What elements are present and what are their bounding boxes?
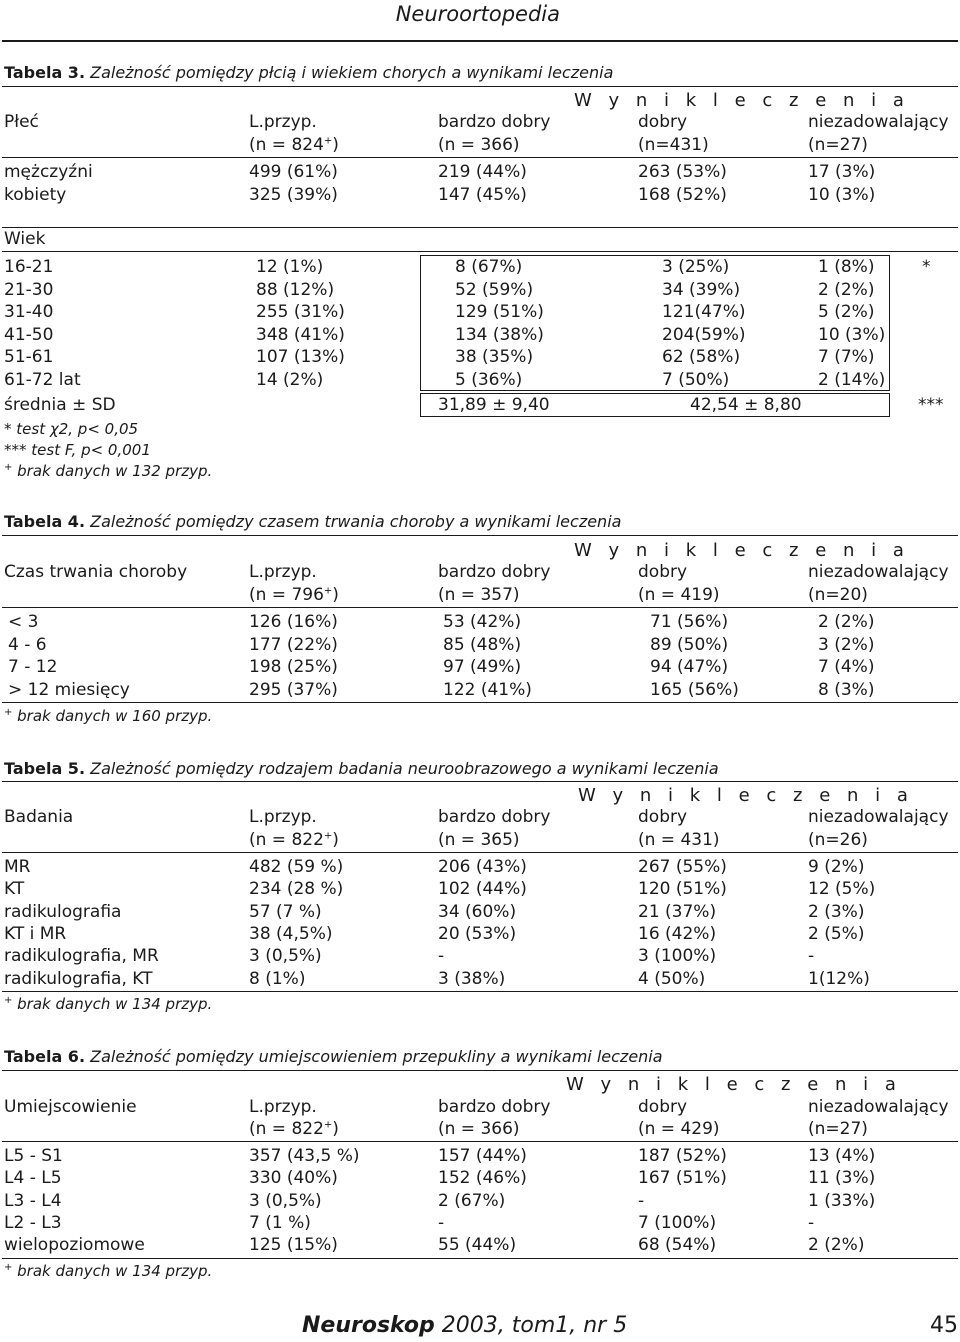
table5-cell: KT — [4, 879, 25, 900]
table3-age-cell: 121(47%) — [662, 302, 746, 322]
table3-sex-cell: 263 (53%) — [638, 162, 727, 182]
table6-cell: 157 (44%) — [438, 1146, 527, 1166]
table4-cell: 71 (56%) — [650, 612, 729, 632]
table5-cell: 102 (44%) — [438, 879, 527, 900]
table4-cell: 2 (2%) — [818, 612, 875, 632]
table3-age-cell: 51-61 — [4, 347, 54, 367]
table6-cell: 2 (2%) — [808, 1235, 865, 1256]
table6-cell: 7 (100%) — [638, 1212, 717, 1233]
table5-cell: radikulografia, KT — [4, 968, 153, 989]
table3-age-cell: 3 (25%) — [662, 257, 730, 277]
table4-title: Zależność pomiędzy czasem trwania choroby a wynikami leczenia — [85, 512, 622, 531]
table3-age-cell: 255 (31%) — [256, 302, 345, 322]
table5-cell: 8 (1%) — [249, 968, 306, 989]
table3-age-significance-mark: * — [922, 257, 931, 277]
table5-cell: radikulografia — [4, 901, 122, 922]
page-number: 45 — [930, 1313, 958, 1338]
table3-header-rule — [2, 157, 958, 158]
table5-cell: 20 (53%) — [438, 923, 517, 944]
table4-cell: 94 (47%) — [650, 657, 729, 677]
table3-mid-rule — [2, 227, 958, 228]
table6-title: Zależność pomiędzy umiejscowieniem przepukliny a wynikami leczenia — [85, 1047, 663, 1066]
footer-issue: 2003, tom1, nr 5 — [434, 1313, 628, 1338]
table6-cell: - — [638, 1190, 645, 1211]
table3-age-cell: 38 (35%) — [455, 347, 534, 367]
table3-age-cell: 12 (1%) — [256, 257, 324, 277]
table5-sub-unsatisfactory: (n=26) — [808, 830, 868, 850]
table3-note-f: *** test F, p< 0,001 — [4, 441, 151, 459]
table4-sub-very-good: (n = 357) — [438, 585, 520, 605]
table6-top-rule — [2, 1070, 958, 1071]
table6-cell: 167 (51%) — [638, 1168, 727, 1189]
table5-header-unsatisfactory: niezadowalający — [808, 807, 949, 827]
table3-age-cell: 1 (8%) — [818, 257, 875, 277]
table5-header-exam: Badania — [4, 807, 74, 827]
table6-cell: wielopoziomowe — [4, 1235, 145, 1256]
table3-sub-count: (n = 824+) — [249, 135, 339, 155]
table5-cell: 3 (100%) — [638, 946, 717, 967]
table5-header-rule — [2, 852, 958, 853]
table6-cell: 1 (33%) — [808, 1190, 876, 1211]
table3-sex-cell: 325 (39%) — [249, 184, 338, 205]
table5-wynik-label: W y n i k l e c z e n i a — [578, 785, 914, 806]
table5-cell: 38 (4,5%) — [249, 923, 333, 944]
table5-cell: 234 (28 %) — [249, 879, 344, 900]
table3-age-cell: 10 (3%) — [818, 324, 886, 345]
table4-cell: 7 (4%) — [818, 657, 875, 677]
table4-cell: > 12 miesięcy — [8, 679, 130, 700]
table3-header-unsatisfactory: niezadowalający — [808, 112, 949, 132]
table6-cell: - — [438, 1212, 445, 1233]
table6-cell: L2 - L3 — [4, 1212, 62, 1233]
table3-age-cell: 8 (67%) — [455, 257, 523, 277]
table3-age-cell: 52 (59%) — [455, 279, 534, 300]
table3-age-cell: 5 (2%) — [818, 302, 875, 322]
table3-age-cell: 34 (39%) — [662, 279, 741, 300]
table3-title: Zależność pomiędzy płcią i wiekiem chorych a wynikami leczenia — [85, 63, 614, 82]
table4-note-missing: + brak danych w 160 przyp. — [4, 707, 213, 725]
table6-cell: 357 (43,5 %) — [249, 1146, 360, 1166]
table4-cell: < 3 — [8, 612, 39, 632]
table5-header-very-good: bardzo dobry — [438, 807, 551, 827]
table6-cell: 330 (40%) — [249, 1168, 338, 1189]
header-rule — [2, 40, 958, 42]
table5-cell: 34 (60%) — [438, 901, 517, 922]
table3-age-cell: 41-50 — [4, 324, 54, 345]
table5-cell: 4 (50%) — [638, 968, 706, 989]
table3-age-rule — [2, 251, 958, 252]
table4-header-count: L.przyp. — [249, 562, 317, 582]
table3-sub-unsatisfactory: (n=27) — [808, 135, 868, 155]
table5-cell: 57 (7 %) — [249, 901, 322, 922]
table5-header-good: dobry — [638, 807, 688, 827]
table3-sex-cell: 499 (61%) — [249, 162, 338, 182]
table5-label: Tabela 5. — [4, 759, 86, 778]
table5-caption — [4, 759, 719, 779]
table4-cell: 198 (25%) — [249, 657, 338, 677]
table3-label: Tabela 3. — [4, 63, 86, 82]
table4-cell: 3 (2%) — [818, 634, 875, 655]
table5-cell: - — [438, 946, 445, 967]
table3-age-cell: 204(59%) — [662, 324, 746, 345]
table5-title: Zależność pomiędzy rodzajem badania neuroobrazowego a wynikami leczenia — [85, 759, 719, 778]
table6-wynik-label: W y n i k l e c z e n i a — [566, 1074, 902, 1095]
table3-sub-very-good: (n = 366) — [438, 135, 520, 155]
table4-cell: 295 (37%) — [249, 679, 338, 700]
table6-cell: L5 - S1 — [4, 1146, 63, 1166]
table5-sub-very-good: (n = 365) — [438, 830, 520, 850]
table6-header-location: Umiejscowienie — [4, 1097, 137, 1117]
table6-cell: 7 (1 %) — [249, 1212, 311, 1233]
table5-cell: 21 (37%) — [638, 901, 717, 922]
table4-cell: 85 (48%) — [443, 634, 522, 655]
table5-cell: 16 (42%) — [638, 923, 717, 944]
table5-cell: 482 (59 %) — [249, 857, 344, 877]
table3-sex-cell: mężczyźni — [4, 162, 93, 182]
table5-cell: 206 (43%) — [438, 857, 527, 877]
table5-top-rule — [2, 781, 958, 782]
table6-cell: 11 (3%) — [808, 1168, 876, 1189]
table4-cell: 126 (16%) — [249, 612, 338, 632]
table5-cell: 1(12%) — [808, 968, 870, 989]
table4-header-duration: Czas trwania choroby — [4, 562, 188, 582]
table6-sub-count: (n = 822+) — [249, 1119, 339, 1139]
table3-mean-significance-mark: *** — [918, 395, 944, 415]
table5-bottom-rule — [2, 991, 958, 992]
table5-header-count: L.przyp. — [249, 807, 317, 827]
table4-top-rule — [2, 535, 958, 536]
table3-top-rule — [2, 86, 958, 87]
table4-sub-count: (n = 796+) — [249, 585, 339, 605]
table3-sex-cell: 10 (3%) — [808, 184, 876, 205]
table3-age-cell: 62 (58%) — [662, 347, 741, 367]
table3-header-count: L.przyp. — [249, 112, 317, 132]
table5-cell: KT i MR — [4, 923, 67, 944]
table3-sex-cell: 147 (45%) — [438, 184, 527, 205]
footer-journal-name: Neuroskop — [302, 1313, 435, 1338]
table5-cell: 120 (51%) — [638, 879, 727, 900]
table6-cell: - — [808, 1212, 815, 1233]
table4-header-good: dobry — [638, 562, 688, 582]
table4-header-rule — [2, 607, 958, 608]
table3-header-good: dobry — [638, 112, 688, 132]
table3-age-cell: 2 (2%) — [818, 279, 875, 300]
table6-bottom-rule — [2, 1258, 958, 1259]
table4-cell: 7 - 12 — [8, 657, 58, 677]
table6-cell: 68 (54%) — [638, 1235, 717, 1256]
table4-sub-good: (n = 419) — [638, 585, 720, 605]
table6-header-count: L.przyp. — [249, 1097, 317, 1117]
table4-header-very-good: bardzo dobry — [438, 562, 551, 582]
table6-sub-good: (n = 429) — [638, 1119, 720, 1139]
table4-header-unsatisfactory: niezadowalający — [808, 562, 949, 582]
table3-note-chi: * test χ2, p< 0,05 — [4, 420, 139, 438]
table3-age-cell: 5 (36%) — [455, 369, 523, 390]
table3-sex-cell: 168 (52%) — [638, 184, 727, 205]
table5-cell: radikulografia, MR — [4, 946, 159, 967]
table3-age-cell: 16-21 — [4, 257, 54, 277]
table6-cell: L3 - L4 — [4, 1190, 62, 1211]
footer-citation — [302, 1313, 627, 1339]
table3-header-very-good: bardzo dobry — [438, 112, 551, 132]
table5-cell: MR — [4, 857, 31, 877]
table4-caption — [4, 512, 621, 532]
table3-age-cell: 107 (13%) — [256, 347, 345, 367]
table6-sub-very-good: (n = 366) — [438, 1119, 520, 1139]
table4-cell: 122 (41%) — [443, 679, 532, 700]
table6-cell: 125 (15%) — [249, 1235, 338, 1256]
table3-age-cell: 2 (14%) — [818, 369, 886, 390]
table3-age-cell: 31-40 — [4, 302, 54, 322]
table3-age-cell: 134 (38%) — [455, 324, 544, 345]
table3-age-cell: 21-30 — [4, 279, 54, 300]
table3-age-cell: 88 (12%) — [256, 279, 335, 300]
table4-cell: 97 (49%) — [443, 657, 522, 677]
table3-caption — [4, 63, 613, 83]
table3-sex-cell: 17 (3%) — [808, 162, 876, 182]
table4-cell: 4 - 6 — [8, 634, 47, 655]
table6-cell: 152 (46%) — [438, 1168, 527, 1189]
table5-cell: 2 (3%) — [808, 901, 865, 922]
table5-sub-count: (n = 822+) — [249, 830, 339, 850]
table6-sub-unsatisfactory: (n=27) — [808, 1119, 868, 1139]
table6-cell: 13 (4%) — [808, 1146, 876, 1166]
table6-header-good: dobry — [638, 1097, 688, 1117]
table6-header-rule — [2, 1141, 958, 1142]
table3-age-cell: 7 (50%) — [662, 369, 730, 390]
table3-note-missing: + brak danych w 132 przyp. — [4, 462, 213, 480]
table5-cell: 12 (5%) — [808, 879, 876, 900]
table5-sub-good: (n = 431) — [638, 830, 720, 850]
table4-cell: 177 (22%) — [249, 634, 338, 655]
table4-cell: 165 (56%) — [650, 679, 739, 700]
table3-age-cell: 348 (41%) — [256, 324, 345, 345]
table3-wynik-label: W y n i k l e c z e n i a — [574, 90, 910, 111]
table6-cell: 3 (0,5%) — [249, 1190, 322, 1211]
table3-mean-label: średnia ± SD — [4, 395, 116, 415]
table6-header-unsatisfactory: niezadowalający — [808, 1097, 949, 1117]
table5-cell: 267 (55%) — [638, 857, 727, 877]
table5-cell: 9 (2%) — [808, 857, 865, 877]
table5-cell: 3 (0,5%) — [249, 946, 322, 967]
table4-wynik-label: W y n i k l e c z e n i a — [574, 540, 910, 561]
table4-cell: 89 (50%) — [650, 634, 729, 655]
journal-section-header: Neuroortopedia — [395, 2, 560, 26]
table5-cell: 3 (38%) — [438, 968, 506, 989]
table3-header-sex: Płeć — [4, 112, 39, 132]
table3-age-cell: 61-72 lat — [4, 369, 81, 390]
table6-cell: 55 (44%) — [438, 1235, 517, 1256]
table6-note-missing: + brak danych w 134 przyp. — [4, 1262, 213, 1280]
table5-note-missing: + brak danych w 134 przyp. — [4, 995, 213, 1013]
table6-cell: 187 (52%) — [638, 1146, 727, 1166]
table4-cell: 8 (3%) — [818, 679, 875, 700]
table4-cell: 53 (42%) — [443, 612, 522, 632]
table3-sex-cell: 219 (44%) — [438, 162, 527, 182]
table6-label: Tabela 6. — [4, 1047, 86, 1066]
table3-sub-good: (n=431) — [638, 135, 709, 155]
table3-mean-good: 42,54 ± 8,80 — [690, 395, 802, 415]
table3-age-cell: 129 (51%) — [455, 302, 544, 322]
table3-age-cell: 7 (7%) — [818, 347, 875, 367]
table3-age-cell: 14 (2%) — [256, 369, 324, 390]
table5-cell: - — [808, 946, 815, 967]
table4-bottom-rule — [2, 702, 958, 703]
table6-cell: 2 (67%) — [438, 1190, 506, 1211]
table4-label: Tabela 4. — [4, 512, 86, 531]
table3-age-label: Wiek — [4, 229, 46, 249]
table3-sex-cell: kobiety — [4, 184, 67, 205]
table4-sub-unsatisfactory: (n=20) — [808, 585, 868, 605]
table6-header-very-good: bardzo dobry — [438, 1097, 551, 1117]
table3-mean-very-good: 31,89 ± 9,40 — [438, 395, 550, 415]
table6-caption — [4, 1047, 663, 1067]
table6-cell: L4 - L5 — [4, 1168, 62, 1189]
table5-cell: 2 (5%) — [808, 923, 865, 944]
